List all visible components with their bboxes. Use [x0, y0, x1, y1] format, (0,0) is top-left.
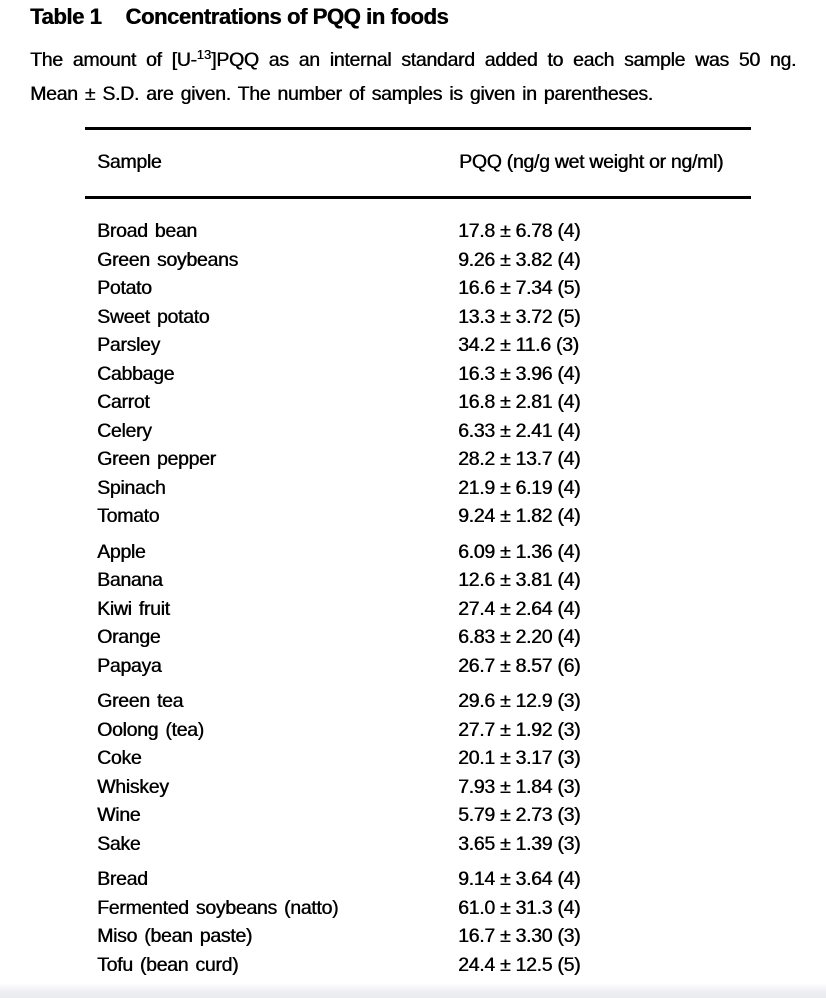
- sample-cell: Sake: [97, 832, 141, 855]
- table-group: [0, 865, 826, 979]
- pqq-value-cell: 9.24 ± 1.82 (4): [458, 505, 581, 527]
- pqq-value-cell: 29.6 ± 12.9 (3): [458, 690, 581, 712]
- sample-cell: Oolong (tea): [97, 718, 204, 741]
- pqq-value-cell: 16.6 ± 7.34 (5): [458, 277, 581, 299]
- sample-cell: Coke: [97, 747, 142, 769]
- table-caption-line2: Mean ± S.D. are given. The number of samples is given in parentheses.: [30, 83, 653, 105]
- table-group: [0, 687, 826, 858]
- table-title-text: Concentrations of PQQ in foods: [125, 4, 449, 29]
- table-row: [0, 303, 826, 332]
- table-row: [0, 274, 826, 303]
- sample-cell: Celery: [97, 419, 152, 442]
- pqq-value-cell: 7.93 ± 1.84 (3): [458, 775, 581, 798]
- table-group: [0, 217, 826, 531]
- table-row: [0, 865, 826, 894]
- sample-cell: Sweet potato: [97, 305, 210, 328]
- table-row: [0, 830, 826, 859]
- sample-cell: Parsley: [97, 334, 160, 356]
- sample-cell: Spinach: [97, 476, 166, 499]
- sample-cell: Tofu (bean curd): [97, 953, 239, 976]
- table-row: [0, 623, 826, 652]
- table-row: [0, 217, 826, 246]
- pqq-value-cell: 21.9 ± 6.19 (4): [458, 476, 581, 499]
- pqq-value-cell: 16.3 ± 3.96 (4): [458, 362, 581, 385]
- table-row: [0, 801, 826, 830]
- pqq-value-cell: 16.7 ± 3.30 (3): [458, 925, 581, 947]
- sample-cell: Wine: [97, 804, 141, 826]
- pqq-value-cell: 6.83 ± 2.20 (4): [458, 626, 581, 648]
- pqq-value-cell: 20.1 ± 3.17 (3): [458, 747, 581, 769]
- table-title-label: Table 1: [30, 4, 102, 29]
- table-row: [0, 894, 826, 923]
- pqq-value-cell: 34.2 ± 11.6 (3): [458, 334, 579, 356]
- sample-cell: Carrot: [97, 391, 150, 413]
- sample-cell: Banana: [97, 569, 163, 591]
- sample-cell: Green tea: [97, 690, 184, 712]
- table-top-rule: [85, 127, 751, 130]
- table-row: [0, 773, 826, 802]
- table-row: [0, 744, 826, 773]
- pqq-value-cell: 9.14 ± 3.64 (4): [458, 868, 581, 890]
- table-row: [0, 388, 826, 417]
- column-header-sample: Sample: [97, 151, 162, 173]
- table-row: [0, 474, 826, 503]
- table-body: [0, 217, 826, 979]
- pqq-value-cell: 27.7 ± 1.92 (3): [458, 718, 581, 741]
- sample-cell: Potato: [97, 277, 152, 299]
- sample-cell: Papaya: [97, 654, 162, 677]
- pqq-value-cell: 27.4 ± 2.64 (4): [458, 597, 581, 620]
- sample-cell: Whiskey: [97, 775, 169, 798]
- table-row: [0, 687, 826, 716]
- table-row: [0, 417, 826, 446]
- table-row: [0, 566, 826, 595]
- pqq-value-cell: 16.8 ± 2.81 (4): [458, 391, 581, 413]
- pqq-value-cell: 24.4 ± 12.5 (5): [458, 953, 581, 976]
- table-caption-line1: [30, 49, 796, 72]
- pqq-value-cell: 17.8 ± 6.78 (4): [458, 220, 581, 242]
- scan-edge-shadow: [0, 984, 826, 998]
- sample-cell: Apple: [97, 540, 146, 563]
- table-row: [0, 445, 826, 474]
- caption-superscript: 13: [196, 47, 212, 62]
- column-header-pqq: PQQ (ng/g wet weight or ng/ml): [459, 151, 724, 173]
- pqq-value-cell: 3.65 ± 1.39 (3): [458, 832, 581, 855]
- caption-suffix: ]PQQ as an internal standard added to each sample was 50 ng.: [211, 49, 796, 71]
- sample-cell: Green soybeans: [97, 248, 238, 271]
- pqq-value-cell: 61.0 ± 31.3 (4): [458, 896, 581, 919]
- pqq-value-cell: 28.2 ± 13.7 (4): [458, 448, 581, 470]
- pqq-value-cell: 6.33 ± 2.41 (4): [458, 419, 581, 442]
- pqq-value-cell: 26.7 ± 8.57 (6): [458, 654, 581, 677]
- sample-cell: Miso (bean paste): [97, 925, 252, 947]
- table-row: [0, 922, 826, 951]
- table-row: [0, 538, 826, 567]
- sample-cell: Tomato: [97, 505, 160, 527]
- table-row: [0, 716, 826, 745]
- table-row: [0, 246, 826, 275]
- sample-cell: Bread: [97, 868, 148, 890]
- table-row: [0, 595, 826, 624]
- caption-prefix: The amount of [U-: [30, 49, 197, 71]
- pqq-value-cell: 12.6 ± 3.81 (4): [458, 569, 581, 591]
- sample-cell: Green pepper: [97, 448, 216, 470]
- table-row: [0, 652, 826, 681]
- sample-cell: Broad bean: [97, 220, 197, 242]
- pqq-value-cell: 5.79 ± 2.73 (3): [458, 804, 581, 826]
- table-row: [0, 360, 826, 389]
- pqq-value-cell: 6.09 ± 1.36 (4): [458, 540, 581, 563]
- table-row: [0, 951, 826, 980]
- pqq-value-cell: 13.3 ± 3.72 (5): [458, 305, 581, 328]
- sample-cell: Kiwi fruit: [97, 597, 170, 620]
- sample-cell: Fermented soybeans (natto): [97, 896, 339, 919]
- pqq-value-cell: 9.26 ± 3.82 (4): [458, 248, 581, 271]
- sample-cell: Orange: [97, 626, 161, 648]
- table-header-rule: [85, 196, 751, 199]
- table-row: [0, 502, 826, 531]
- table-group: [0, 538, 826, 681]
- table-row: [0, 331, 826, 360]
- table-title: [30, 4, 448, 30]
- sample-cell: Cabbage: [97, 362, 175, 385]
